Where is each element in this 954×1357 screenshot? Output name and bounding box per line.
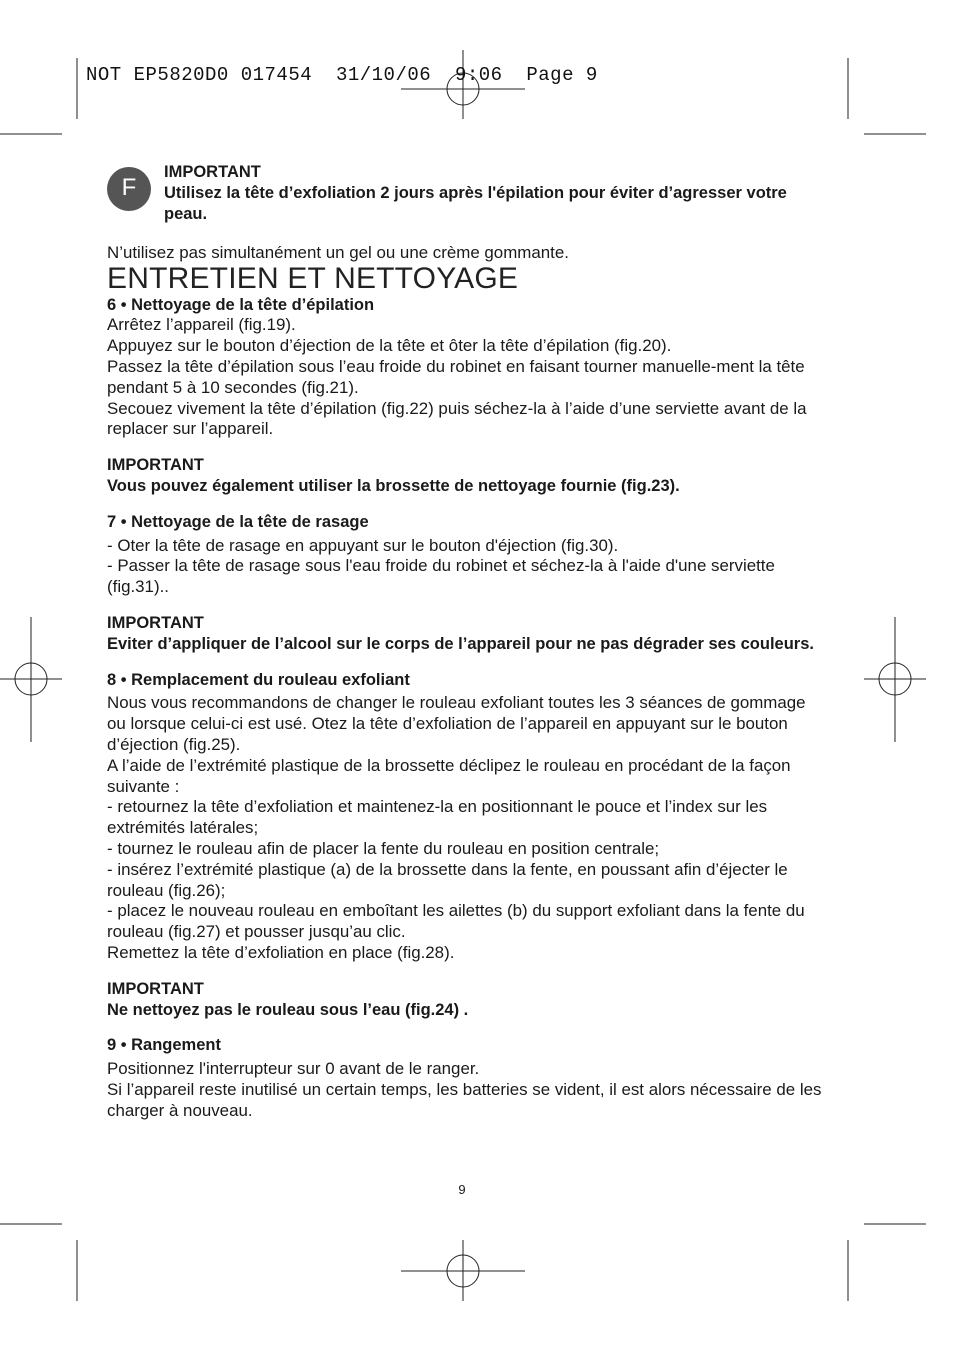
- top-important-text: Utilisez la tête d’exfoliation 2 jours après l'épilation pour éviter d’agresser votre peau.: [164, 184, 787, 223]
- s7-p2: - Passer la tête de rasage sous l'eau froide du robinet et séchez-la à l'aide d'une serviette (fig.31)..: [107, 556, 775, 597]
- s6-heading: 6 • Nettoyage de la tête d’épilation: [107, 295, 375, 314]
- s9-p2: Si l’appareil reste inutilisé un certain temps, les batteries se vident, il est alors nécessaire de les charger à nouveau.: [107, 1079, 822, 1120]
- s9-p1: Positionnez l'interrupteur sur 0 avant de le ranger.: [107, 1059, 480, 1079]
- top-important-block: [164, 162, 834, 225]
- s8-p6: - placez le nouveau rouleau en emboîtant les ailettes (b) du support exfoliant dans la fente du rouleau (fig.27) et pousser jusqu’au clic.: [107, 901, 805, 942]
- section-title: ENTRETIEN ET NETTOYAGE: [107, 261, 519, 295]
- s6-important-title: IMPORTANT: [107, 456, 204, 475]
- s9-heading: 9 • Rangement: [107, 1036, 221, 1055]
- s6-important-text: Vous pouvez également utiliser la brossette de nettoyage fournie (fig.23).: [107, 476, 680, 495]
- s8-important-text: Ne nettoyez pas le rouleau sous l’eau (fig.24) .: [107, 1000, 469, 1019]
- s6-p1: Arrêtez l’appareil (fig.19).: [107, 315, 296, 335]
- s6-p2: Appuyez sur le bouton d’éjection de la tête et ôter la tête d’épilation (fig.20).: [107, 336, 672, 356]
- main-content: [107, 243, 822, 1121]
- language-badge: F: [107, 167, 151, 211]
- page-number: 9: [458, 1182, 466, 1197]
- s7-important-title: IMPORTANT: [107, 613, 204, 632]
- s8-p5: - insérez l’extrémité plastique (a) de la brossette dans la fente, en poussant afin d’éjecter le rouleau (fig.26);: [107, 859, 788, 900]
- top-important-title: IMPORTANT: [164, 163, 261, 181]
- s8-important-title: IMPORTANT: [107, 979, 204, 998]
- s7-heading: 7 • Nettoyage de la tête de rasage: [107, 512, 369, 531]
- s6-p4: Secouez vivement la tête d’épilation (fig.22) puis séchez-la à l’aide d’une serviette avant de la replacer sur l’appareil.: [107, 398, 807, 439]
- s7-p1: - Oter la tête de rasage en appuyant sur le bouton d'éjection (fig.30).: [107, 535, 619, 555]
- s8-heading: 8 • Remplacement du rouleau exfoliant: [107, 670, 410, 689]
- s8-p4: - tournez le rouleau afin de placer la fente du rouleau en position centrale;: [107, 838, 660, 858]
- s8-p3: - retournez la tête d’exfoliation et maintenez-la en positionnant le pouce et l’index sur les extrémités latérales;: [107, 797, 768, 838]
- s8-p1: Nous vous recommandons de changer le rouleau exfoliant toutes les 3 séances de gommage ou lorsque celui-ci est usé. Otez la tête d’exfoliation de l’appareil en appuyant sur le bouton d’éjection (fig.25).: [107, 693, 806, 754]
- s7-important-text: Eviter d’appliquer de l’alcool sur le corps de l’appareil pour ne pas dégrader ses couleurs.: [107, 634, 814, 653]
- intro-note: N’utilisez pas simultanément un gel ou une crème gommante.: [107, 243, 569, 262]
- s6-p3: Passez la tête d’épilation sous l’eau froide du robinet en faisant tourner manuelle-ment la tête pendant 5 à 10 secondes (fig.21).: [107, 356, 805, 397]
- s8-p2: A l’aide de l’extrémité plastique de la brossette déclipez le rouleau en procédant de la façon suivante :: [107, 755, 791, 796]
- print-info-header: NOT EP5820D0 017454 31/10/06 9:06 Page 9: [86, 64, 598, 86]
- s8-p7: Remettez la tête d’exfoliation en place (fig.28).: [107, 942, 455, 962]
